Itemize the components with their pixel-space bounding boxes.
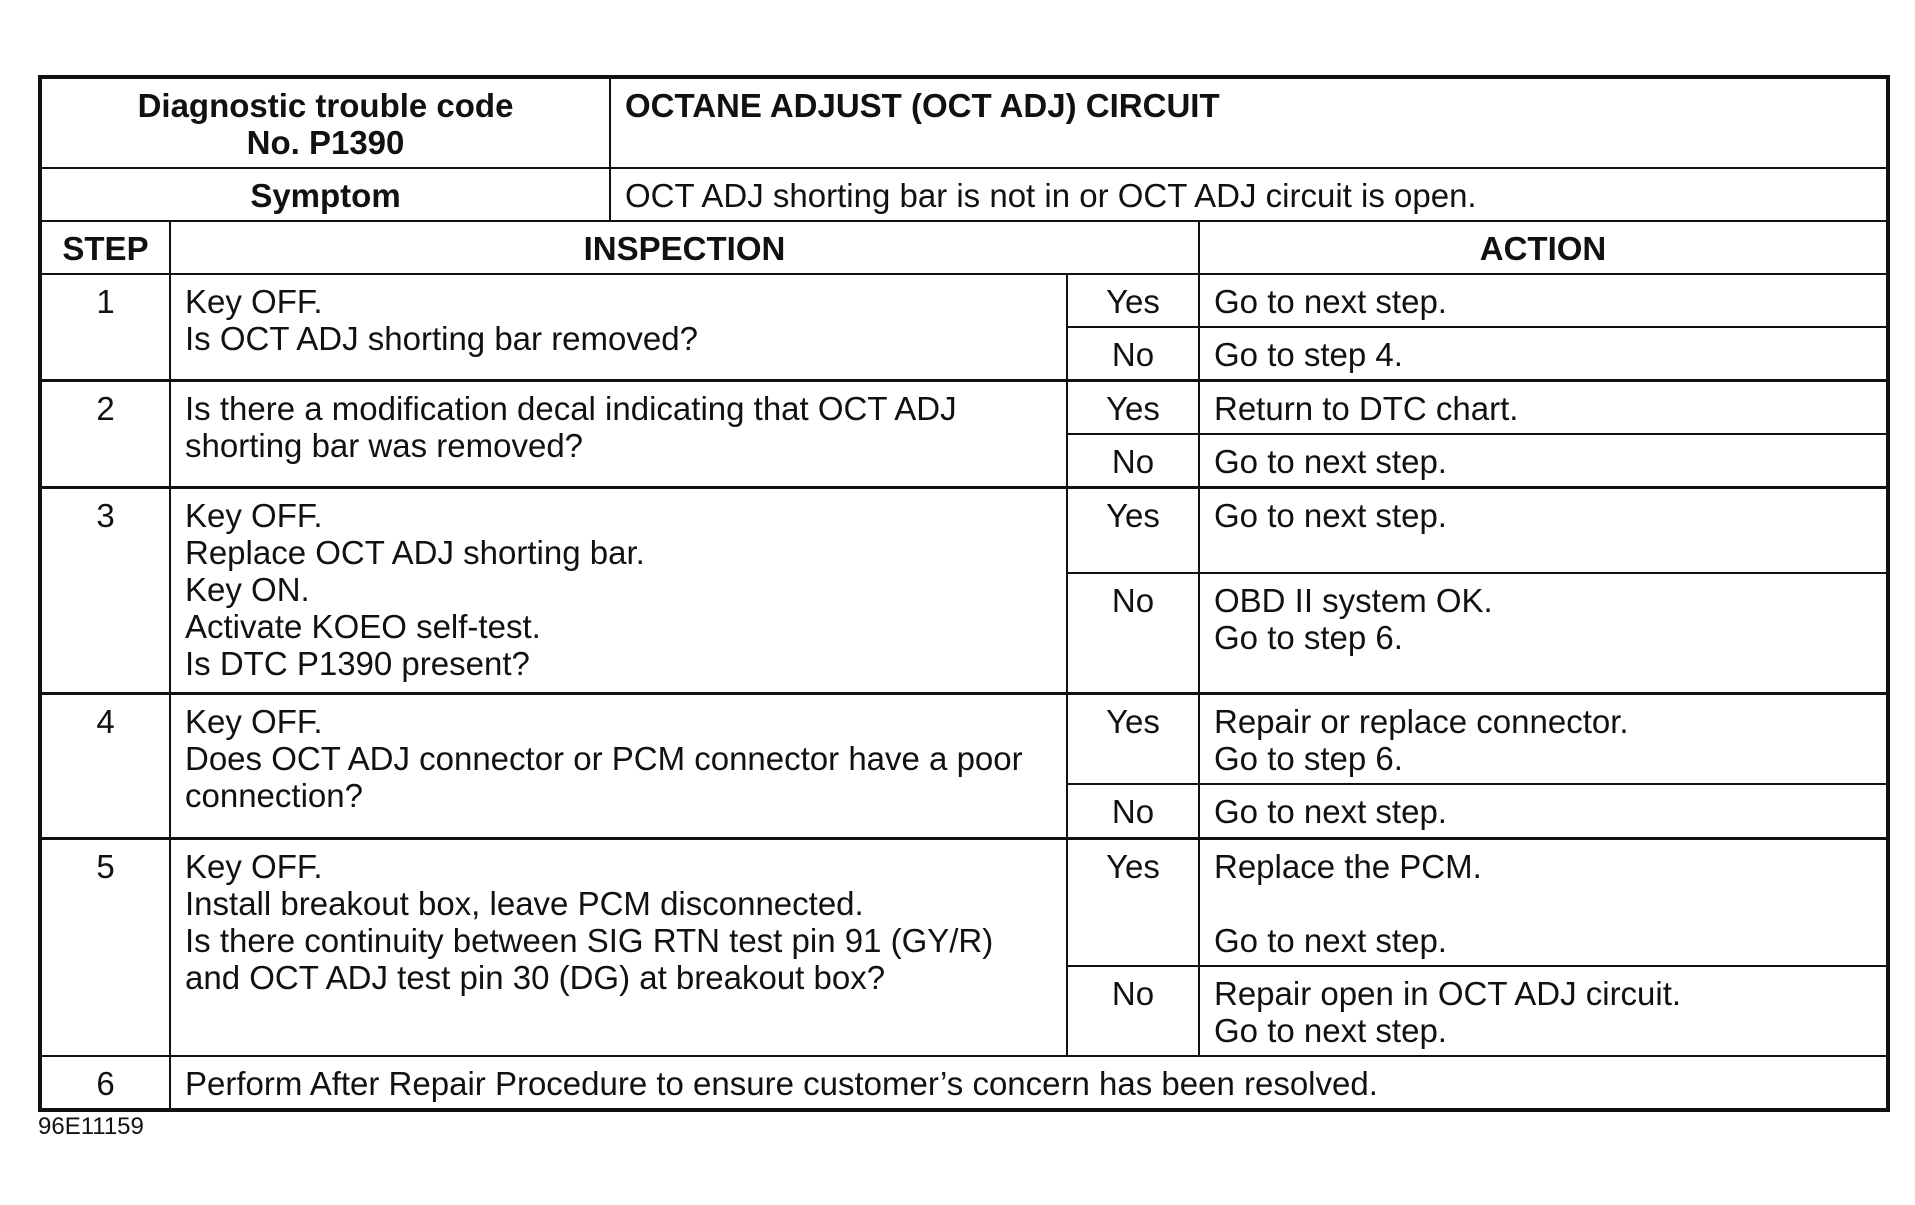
yes-action: Go to next step. [1199,274,1888,327]
step-inspection: Key OFF. Replace OCT ADJ shorting bar. Key ON. Activate KOEO self-test. Is DTC P1390 present? [170,488,1067,694]
column-header-step: STEP [40,221,170,274]
dtc-code-cell [40,77,610,168]
no-action: Go to next step. [1199,434,1888,488]
column-header-inspection: INSPECTION [170,221,1199,274]
step-row [40,488,1888,573]
final-step-text: Perform After Repair Procedure to ensure customer’s concern has been resolved. [170,1056,1888,1110]
no-action: OBD II system OK. Go to step 6. [1199,573,1888,694]
no-label: No [1067,327,1199,381]
step-number: 5 [40,838,170,1056]
dtc-number: No. P1390 [246,124,405,161]
step-number: 6 [40,1056,170,1110]
step-row [40,381,1888,435]
step-number: 4 [40,694,170,839]
yes-action: Go to next step. [1199,488,1888,573]
step-row [40,838,1888,966]
yes-label: Yes [1067,274,1199,327]
figure-id: 96E11159 [38,1113,144,1140]
step-number: 3 [40,488,170,694]
final-step-row [40,1056,1888,1110]
symptom-label: Symptom [40,168,610,221]
no-action: Repair open in OCT ADJ circuit. Go to next step. [1199,966,1888,1056]
yes-action: Replace the PCM. Go to next step. [1199,838,1888,966]
symptom-row [40,168,1888,221]
step-number: 1 [40,274,170,381]
step-row [40,694,1888,785]
yes-action: Repair or replace connector. Go to step 6. [1199,694,1888,785]
column-header-action: ACTION [1199,221,1888,274]
step-inspection: Key OFF. Install breakout box, leave PCM disconnected. Is there continuity between SIG RTN test pin 91 (GY/R) and OCT ADJ test pin 30 (DG) at breakout box? [170,838,1067,1056]
yes-label: Yes [1067,694,1199,785]
step-number: 2 [40,381,170,488]
step-inspection: Key OFF. Does OCT ADJ connector or PCM connector have a poor connection? [170,694,1067,839]
step-row [40,274,1888,327]
no-action: Go to next step. [1199,784,1888,838]
circuit-title: OCTANE ADJUST (OCT ADJ) CIRCUIT [610,77,1888,168]
no-label: No [1067,784,1199,838]
dtc-label: Diagnostic trouble code [137,87,514,124]
no-label: No [1067,573,1199,694]
column-header-row [40,221,1888,274]
no-label: No [1067,966,1199,1056]
no-label: No [1067,434,1199,488]
yes-label: Yes [1067,381,1199,435]
dtc-header-row [40,77,1888,168]
yes-label: Yes [1067,838,1199,966]
symptom-text: OCT ADJ shorting bar is not in or OCT ADJ circuit is open. [610,168,1888,221]
diagnostic-table [38,75,1890,1112]
yes-action: Return to DTC chart. [1199,381,1888,435]
diagnostic-chart [38,75,1886,1112]
no-action: Go to step 4. [1199,327,1888,381]
yes-label: Yes [1067,488,1199,573]
step-inspection: Is there a modification decal indicating that OCT ADJ shorting bar was removed? [170,381,1067,488]
step-inspection: Key OFF. Is OCT ADJ shorting bar removed? [170,274,1067,381]
